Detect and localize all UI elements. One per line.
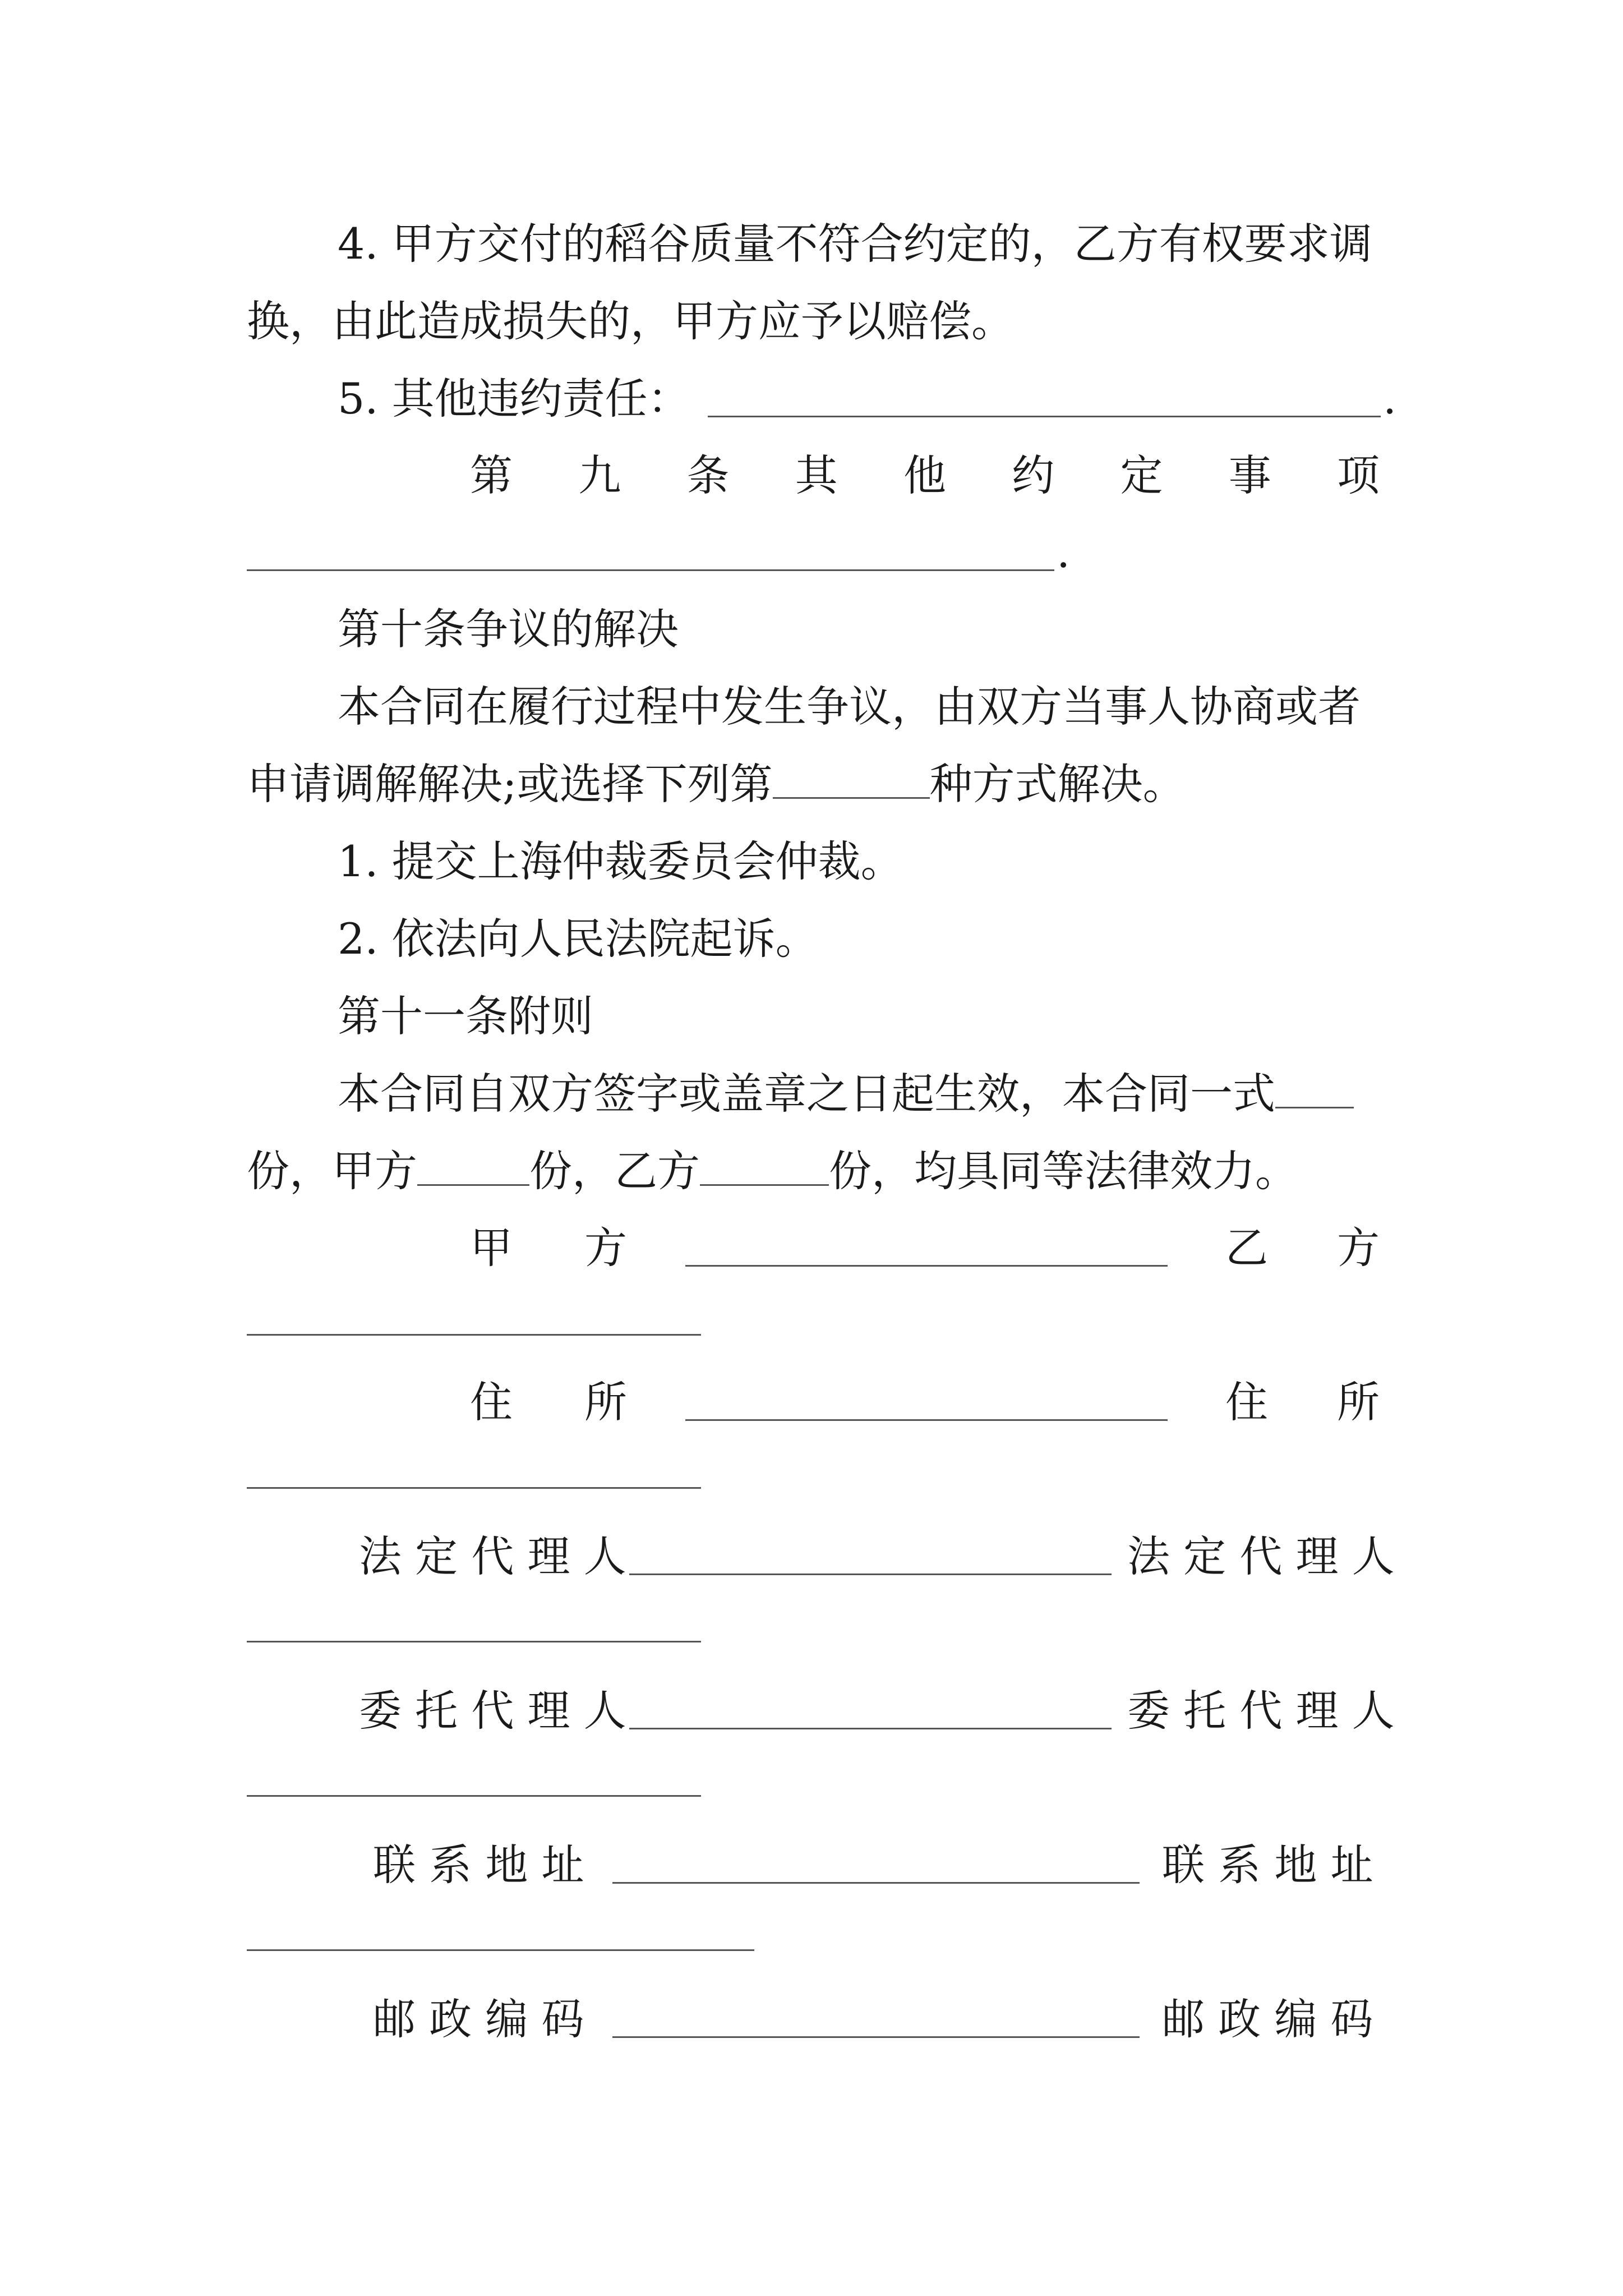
copies-party-a-blank bbox=[417, 1151, 529, 1186]
article-9-blank bbox=[247, 569, 1054, 571]
article-9-char: 九 bbox=[578, 450, 621, 500]
party-b-blank bbox=[247, 1334, 701, 1336]
article-9-char: 他 bbox=[903, 450, 946, 500]
clause-4-text-1: 4. 甲方交付的稻谷质量不符合约定的，乙方有权要求调 bbox=[338, 219, 1372, 269]
copies-party-b-blank bbox=[700, 1151, 829, 1186]
clause-5-period: . bbox=[1383, 374, 1397, 424]
article-9-char: 条 bbox=[686, 450, 730, 500]
legal-rep-b-blank bbox=[247, 1641, 701, 1642]
article-11-line-1 bbox=[247, 1055, 1470, 1133]
article-9-char: 事 bbox=[1228, 450, 1271, 500]
option-1-text: 1. 提交上海仲裁委员会仲裁。 bbox=[338, 836, 903, 886]
option-1-line bbox=[247, 822, 1470, 901]
clause-5-label: 5. 其他违约责任： bbox=[338, 374, 690, 424]
article-9-char: 其 bbox=[795, 450, 838, 500]
option-2-text: 2. 依法向人民法院起诉。 bbox=[338, 914, 818, 964]
option-2-line bbox=[247, 900, 1470, 978]
article-9-chars bbox=[470, 436, 1380, 515]
legal-rep-a-label: 法 定 代 理 人 bbox=[359, 1531, 626, 1581]
article-10-text-2b: 种方式解决。 bbox=[929, 759, 1186, 809]
contact-b-label: 联 系 地 址 bbox=[1162, 1840, 1373, 1890]
address-b-blank bbox=[247, 1487, 701, 1489]
agent-b-blank bbox=[247, 1795, 701, 1797]
address-a-blank bbox=[685, 1419, 1168, 1421]
article-9-heading bbox=[470, 436, 1380, 515]
dispute-method-blank bbox=[773, 763, 930, 799]
article-11-line-2 bbox=[247, 1132, 1380, 1211]
article-10-text-2a: 申请调解解决;或选择下列第 bbox=[247, 759, 773, 809]
article-10-line-1 bbox=[247, 668, 1470, 746]
article-11-text-2b: 份，乙方 bbox=[529, 1146, 700, 1196]
article-10-text-1: 本合同在履行过程中发生争议，由双方当事人协商或者 bbox=[338, 682, 1361, 731]
party-a-blank bbox=[685, 1265, 1168, 1267]
address-a-label: 住 所 bbox=[470, 1377, 627, 1427]
article-9-char: 定 bbox=[1120, 450, 1163, 500]
postal-b-label: 邮 政 编 码 bbox=[1162, 1994, 1373, 2044]
postal-a-blank bbox=[612, 2036, 1140, 2038]
contact-b-blank bbox=[247, 1949, 754, 1951]
clause-5-blank bbox=[708, 416, 1381, 417]
article-11-text-1: 本合同自双方签字或盖章之日起生效，本合同一式 bbox=[338, 1069, 1275, 1119]
clause-4-text-2: 换，由此造成损失的，甲方应予以赔偿。 bbox=[247, 296, 1014, 346]
copies-total-blank bbox=[1275, 1073, 1354, 1108]
article-10-title-text: 第十条争议的解决 bbox=[338, 604, 679, 654]
article-9-char: 项 bbox=[1337, 450, 1380, 500]
contact-a-label: 联 系 地 址 bbox=[373, 1840, 584, 1890]
legal-rep-a-blank bbox=[629, 1573, 1112, 1575]
party-b-label: 乙 方 bbox=[1225, 1223, 1380, 1273]
contact-a-blank bbox=[612, 1882, 1140, 1884]
agent-b-label: 委 托 代 理 人 bbox=[1127, 1686, 1395, 1736]
legal-rep-b-label: 法 定 代 理 人 bbox=[1127, 1531, 1395, 1581]
article-9-char: 第 bbox=[470, 450, 513, 500]
clause-5-line bbox=[247, 360, 1470, 438]
clause-4-line-2 bbox=[247, 282, 1380, 361]
article-10-title bbox=[247, 590, 1470, 669]
article-10-line-2 bbox=[247, 745, 1380, 823]
article-9-char: 约 bbox=[1012, 450, 1055, 500]
party-a-label: 甲 方 bbox=[470, 1223, 627, 1273]
article-11-title bbox=[247, 977, 1470, 1056]
article-11-text-2a: 份，甲方 bbox=[247, 1146, 417, 1196]
clause-4-line-1 bbox=[247, 205, 1470, 283]
address-b-label: 住 所 bbox=[1225, 1377, 1380, 1427]
postal-a-label: 邮 政 编 码 bbox=[373, 1994, 584, 2044]
article-9-period: . bbox=[1057, 527, 1071, 577]
article-11-title-text: 第十一条附则 bbox=[338, 991, 593, 1041]
agent-a-blank bbox=[629, 1728, 1112, 1729]
article-11-text-2c: 份，均具同等法律效力。 bbox=[829, 1146, 1298, 1196]
agent-a-label: 委 托 代 理 人 bbox=[359, 1686, 626, 1736]
